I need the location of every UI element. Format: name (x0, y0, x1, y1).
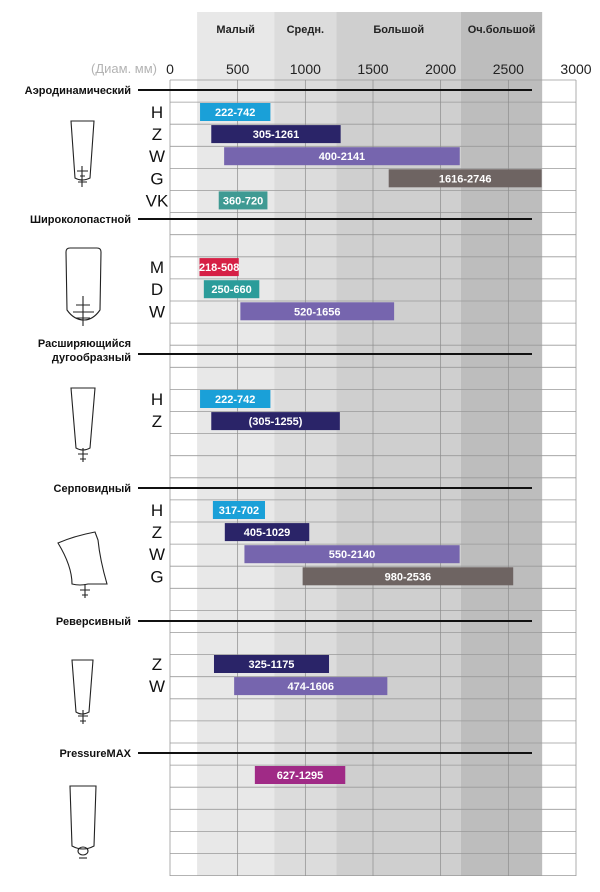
row-label: G (150, 169, 164, 189)
section-title: PressureMAX (59, 748, 131, 760)
row-label: H (150, 103, 164, 122)
range-bar-label: (305-1255) (248, 416, 303, 429)
range-bar-label: 218-508 (198, 262, 240, 275)
range-bar-label: 325-1175 (248, 659, 295, 671)
unit-label: (Диам. мм) (91, 61, 157, 76)
range-bar-label: 400-2141 (318, 151, 366, 164)
row-label: M (149, 258, 165, 278)
sickle-blade-icon (58, 532, 107, 598)
row-label: H (150, 390, 164, 409)
section-title: Серповидный (53, 483, 131, 495)
section-title: Широколопастной (29, 214, 131, 226)
range-bar-label: 550-2140 (328, 549, 376, 562)
x-tick-label: 3000 (560, 61, 592, 77)
range-bar-label: 405-1029 (243, 527, 291, 540)
row-label: W (148, 677, 166, 697)
range-bar-label: 980-2536 (384, 571, 432, 584)
row-label: H (150, 501, 164, 520)
section-title: Аэродинамический (24, 85, 131, 97)
row-label: VK (145, 191, 169, 211)
row-label: Z (151, 412, 163, 432)
size-band-3 (461, 12, 542, 876)
reversible-blade-icon (72, 660, 93, 724)
size-band-label: Средн. (286, 24, 325, 36)
arc-blade-icon (71, 388, 95, 462)
x-tick-label: 1500 (357, 61, 389, 77)
x-tick-label: 500 (225, 61, 250, 77)
x-tick-label: 1000 (289, 61, 321, 77)
section-title: Расширяющийся (37, 338, 131, 350)
range-bar-label: 360-720 (222, 195, 264, 208)
range-bar-label: 317-702 (218, 505, 260, 517)
range-bar-label: 1616-2746 (438, 173, 492, 186)
range-bar-label: 474-1606 (287, 681, 334, 694)
aerodynamic-blade-icon (71, 121, 94, 187)
row-label: W (148, 302, 166, 322)
row-label: G (150, 567, 164, 587)
wide-blade-icon (66, 248, 101, 326)
row-label: W (148, 545, 166, 565)
range-bar-label: 305-1261 (252, 129, 300, 142)
row-label: D (150, 280, 164, 300)
range-bar-label: 222-742 (215, 107, 256, 119)
row-label: Z (151, 655, 163, 674)
range-bar-label: 520-1656 (293, 306, 341, 319)
x-tick-label: 2000 (425, 61, 457, 77)
range-bar-label: 222-742 (215, 394, 256, 406)
x-tick-label: 2500 (492, 61, 524, 77)
size-band-label: Большой (373, 24, 425, 36)
size-band-2 (336, 12, 461, 876)
section-title: дугообразный (51, 352, 131, 364)
size-band-label: Малый (216, 24, 255, 36)
x-tick-label: 0 (166, 61, 174, 77)
size-band-label: Оч.большой (467, 24, 536, 36)
row-label: Z (151, 125, 163, 145)
pressuremax-blade-icon (70, 786, 96, 858)
range-bar-label: 250-660 (211, 284, 252, 297)
section-title: Реверсивный (55, 616, 131, 628)
row-label: W (148, 147, 166, 167)
range-bar-label: 627-1295 (276, 770, 324, 782)
row-label: Z (151, 523, 163, 543)
